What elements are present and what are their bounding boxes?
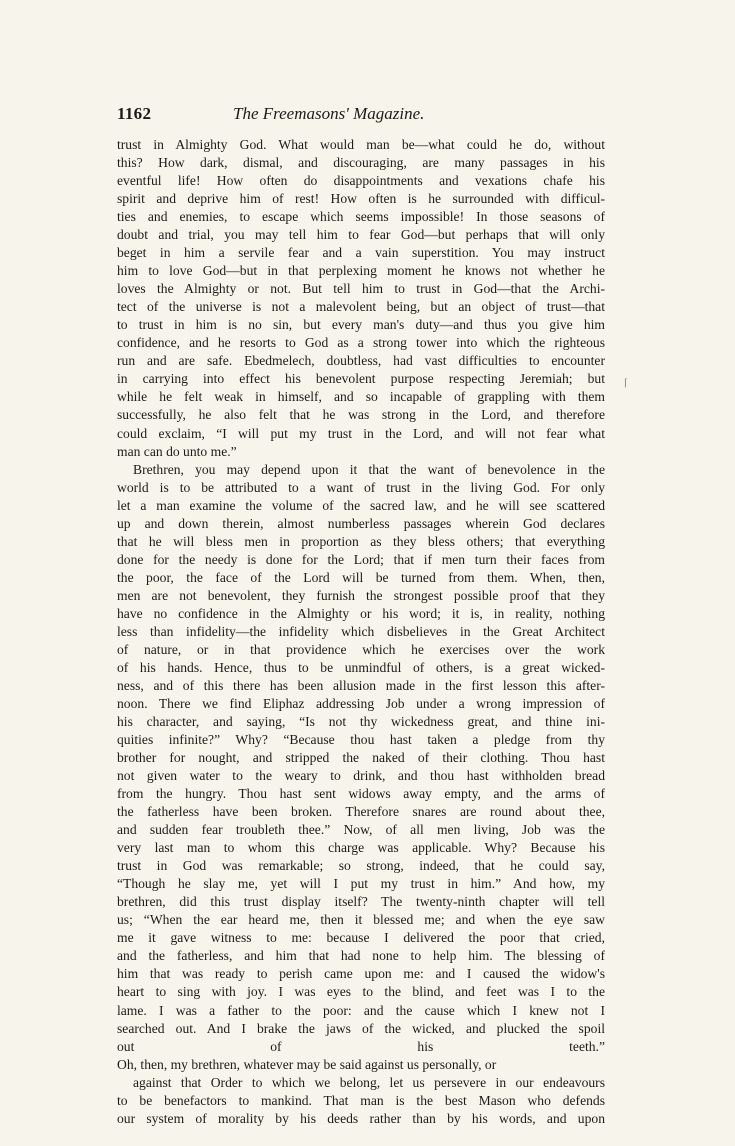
text-line: the poor, the face of the Lord will be turned from them. When, then, <box>117 569 605 585</box>
text-line: him that was ready to perish came upon me: and I caused the widow's <box>117 966 605 982</box>
text-line: world is to be attributed to a want of trust in the living God. For only <box>117 479 605 495</box>
text-line: that he will bless men in proportion as they bless others; that everything <box>117 533 605 549</box>
text-line: very last man to whom this charge was applicable. Why? Because his <box>117 840 605 856</box>
text-line: could exclaim, “I will put my trust in the Lord, and will not fear what <box>117 425 605 441</box>
page-header <box>117 104 605 128</box>
text-line: brother for nought, and stripped the naked of their clothing. Thou hast <box>117 750 605 766</box>
text-line: of his hands. Hence, thus to be unmindful of others, is a great wicked- <box>117 659 605 675</box>
text-line: the fatherless have been broken. Therefore snares are round about thee, <box>117 804 605 820</box>
text-line: out of his teeth.” <box>117 1038 605 1054</box>
text-line: in carrying into effect his benevolent purpose respecting Jeremiah; but <box>117 371 605 387</box>
text-line: searched out. And I brake the jaws of the wicked, and plucked the spoil <box>117 1020 605 1036</box>
text-line: us; “When the ear heard me, then it blessed me; and when the eye saw <box>117 912 605 928</box>
text-line: not given water to the weary to drink, and thou hast withholden bread <box>117 768 605 784</box>
text-line: to be benefactors to mankind. That man is the best Mason who defends <box>117 1092 605 1108</box>
text-line: our system of morality by his deeds rather than by his words, and upon <box>117 1110 605 1126</box>
text-line: ness, and of this there has been allusion made in the first lesson this after- <box>117 677 605 693</box>
text-line: heart to sing with joy. I was eyes to the blind, and feet was I to the <box>117 984 605 1000</box>
text-line: confidence, and he resorts to God as a strong tower into which the righteous <box>117 335 605 351</box>
text-line: ties and enemies, to escape which seems impossible! In those seasons of <box>117 209 605 225</box>
text-line: trust in God was remarkable; so strong, indeed, that he could say, <box>117 858 605 874</box>
running-title: The Freemasons' Magazine. <box>233 104 425 123</box>
text-line: him to love God—but in that perplexing moment he knows not whether he <box>117 263 605 279</box>
text-line: doubt and trial, you may tell him to fear God—but perhaps that will only <box>117 227 605 243</box>
text-line: this? How dark, dismal, and discouraging, are many passages in his <box>117 155 605 171</box>
body-text <box>117 136 605 1146</box>
text-line: tect of the universe is not a malevolent being, but an object of trust—that <box>117 299 605 315</box>
text-line: and the fatherless, and him that had none to help him. The blessing of <box>117 948 605 964</box>
text-line: his character, and saying, “Is not thy wickedness great, and thine ini- <box>117 714 605 729</box>
text-line: trust in Almighty God. What would man be—what could he do, without <box>117 137 605 152</box>
text-line: eventful life! How often do disappointments and vexations chafe his <box>117 173 605 189</box>
text-line: “Though he slay me, yet will I put my trust in him.” And how, my <box>117 876 605 892</box>
text-line: noon. There we find Eliphaz addressing Job under a wrong impression of <box>117 695 605 711</box>
page-number: 1162 <box>117 104 152 123</box>
text-line: man can do unto me.” <box>117 443 237 459</box>
text-line: less than infidelity—the infidelity which disbelieves in the Great Architect <box>117 623 605 639</box>
text-line: me it gave witness to me: because I delivered the poor that cried, <box>117 930 605 946</box>
text-line: beget in him a servile fear and a vain superstition. You may instruct <box>117 245 605 261</box>
text-line: have no confidence in the Almighty or his word; it is, in reality, nothing <box>117 605 605 621</box>
text-line: Brethren, you may depend upon it that the want of benevolence in the <box>133 461 605 477</box>
text-line <box>117 1128 605 1146</box>
text-line: run and are safe. Ebedmelech, doubtless, had vast difficulties to encounter <box>117 353 605 369</box>
text-line: quities infinite?” Why? “Because thou hast taken a pledge from thy <box>117 732 605 748</box>
text-line: of nature, or in that providence which he exercises over the work <box>117 641 605 657</box>
text-line: spirit and deprive him of rest! How often is he surrounded with difficul- <box>117 191 605 207</box>
text-line: let a man examine the volume of the sacred law, and he will see scattered <box>117 497 605 513</box>
text-line: against that Order to which we belong, let us persevere in our endeavours <box>133 1074 605 1090</box>
text-line: from the hungry. Thou hast sent widows away empty, and the arms of <box>117 786 605 802</box>
text-line: while he felt weak in himself, and so incapable of grappling with them <box>117 389 605 405</box>
text-line: lame. I was a father to the poor: and the cause which I knew not I <box>117 1002 605 1018</box>
text-line: Oh, then, my brethren, whatever may be said against us personally, or <box>117 1056 497 1072</box>
text-line: up and down therein, almost numberless passages wherein God declares <box>117 515 605 531</box>
text-line: men are not benevolent, they furnish the strongest possible proof that they <box>117 587 605 603</box>
text-line: brethren, did this trust display itself? The twenty-ninth chapter will tell <box>117 894 605 910</box>
text-line: loves the Almighty or not. But tell him to trust in God—that the Archi- <box>117 281 605 297</box>
text-line: to trust in him is no sin, but every man's duty—and thus you give him <box>117 317 605 333</box>
text-line: and sudden fear troubleth thee.” Now, of all men living, Job was the <box>117 822 605 838</box>
margin-mark: ⌈ <box>624 378 628 389</box>
text-line: successfully, he also felt that he was strong in the Lord, and therefore <box>117 407 605 423</box>
text-line: done for the needy is done for the Lord; that if men turn their faces from <box>117 551 605 567</box>
